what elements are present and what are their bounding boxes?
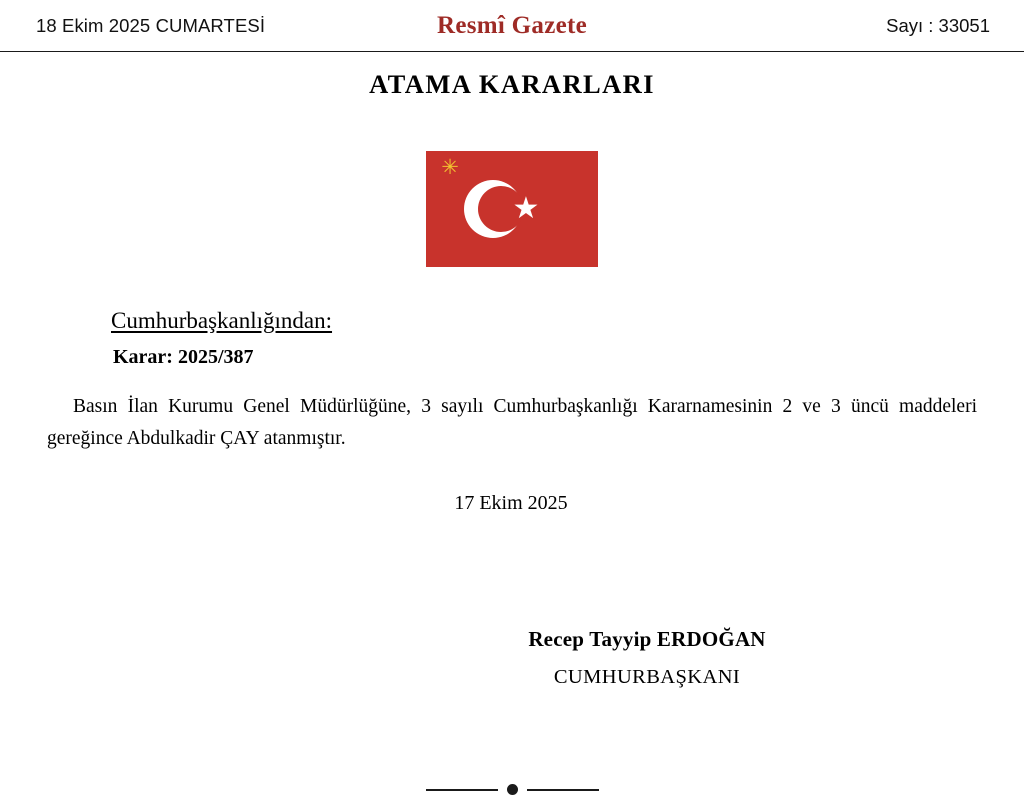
gazette-issue-number: Sayı : 33051 bbox=[886, 14, 990, 36]
issuing-authority: Cumhurbaşkanlığından: bbox=[111, 308, 333, 333]
star-icon: ★ bbox=[512, 192, 540, 225]
ornament-rule-left bbox=[426, 789, 498, 791]
ornament-dot bbox=[507, 784, 518, 795]
page-title: ATAMA KARARLARI bbox=[369, 69, 655, 99]
gazette-date: 18 Ekim 2025 CUMARTESİ bbox=[36, 14, 266, 36]
signature-block bbox=[47, 627, 977, 689]
emblem-container bbox=[0, 151, 1024, 267]
decision-number: Karar: 2025/387 bbox=[113, 346, 254, 368]
gazette-title: Resmî Gazete bbox=[436, 11, 588, 39]
turkish-flag-icon bbox=[426, 151, 598, 267]
document-body bbox=[0, 308, 1024, 689]
decision-text: Basın İlan Kurumu Genel Müdürlüğüne, 3 sayılı Cumhurbaşkanlığı Kararnamesinin 2 ve 3 üncü maddeleri gereğince Abdulkadir ÇAY atanmıştır. bbox=[47, 396, 977, 449]
footer-ornament bbox=[0, 784, 1024, 795]
page-masthead bbox=[0, 0, 1024, 52]
signatory-title: CUMHURBAŞKANI bbox=[553, 666, 741, 689]
decision-date: 17 Ekim 2025 bbox=[454, 492, 568, 515]
ornament-rule-right bbox=[527, 789, 599, 791]
signatory-name: Recep Tayyip ERDOĞAN bbox=[528, 627, 766, 652]
sunburst-icon: ✳ bbox=[441, 155, 459, 179]
